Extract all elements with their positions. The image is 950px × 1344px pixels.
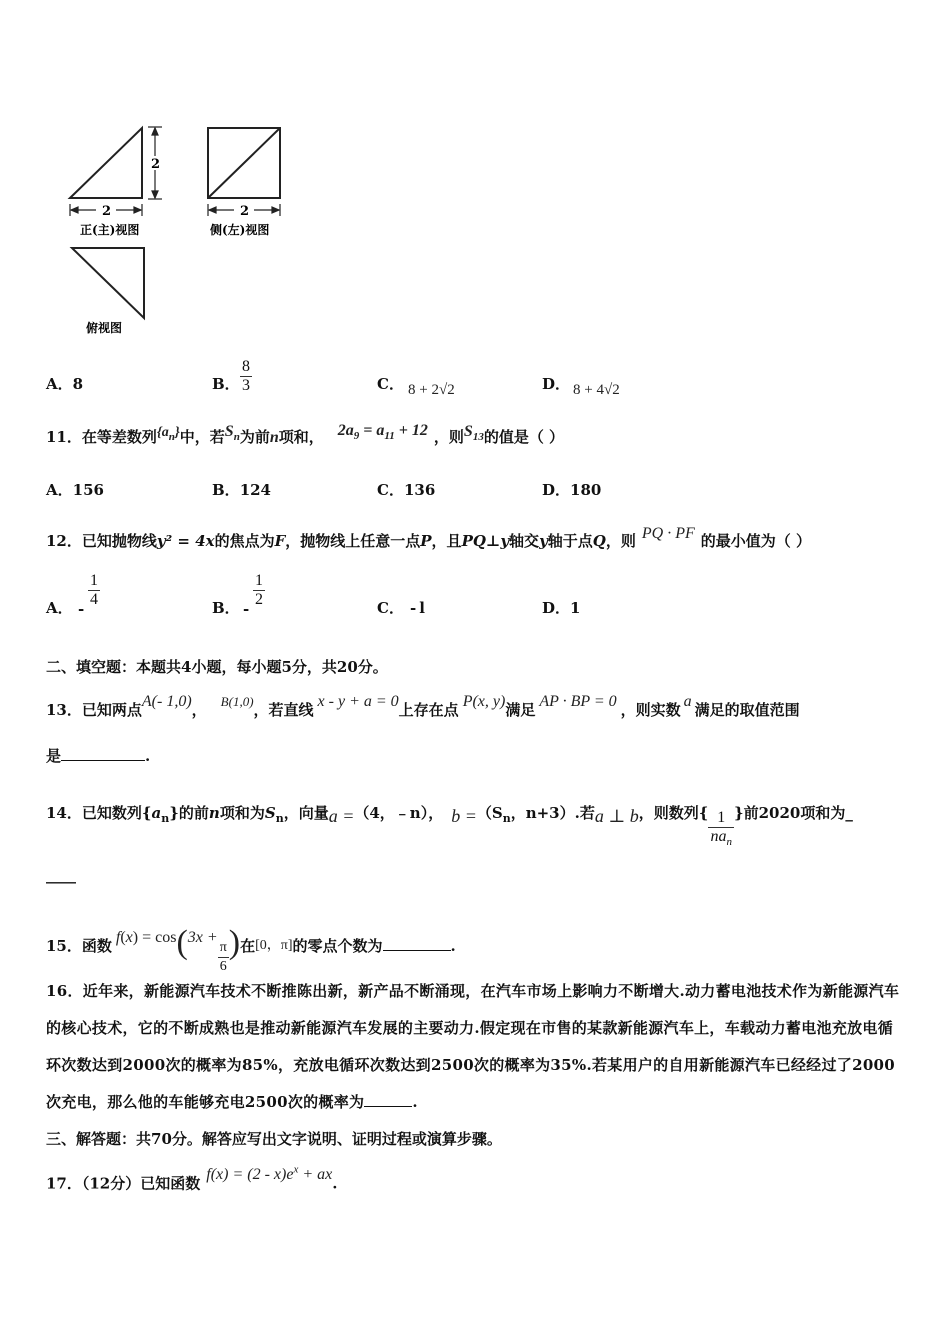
q12-option-a-fraction: $\frac{1}{4}$ xyxy=(90,572,98,608)
three-view-figure xyxy=(60,118,290,340)
q10-option-a: A．8 xyxy=(46,375,84,393)
q17-stem: 17．（12分）已知函数 $f(x) = (2 - x)e^x$ + ax. xyxy=(46,1164,338,1193)
section-2-heading: 二、填空题：本题共4小题，每小题5分，共20分。 xyxy=(46,658,388,676)
q12-stem: 12．已知抛物线y² = 4x的焦点为F，抛物线上任意一点P，且PQ⊥y轴交y轴于点Q，则 PQ · PF 的最小值为（ ） xyxy=(46,525,811,550)
q12-option-b-sign: - xyxy=(243,600,250,618)
side-view xyxy=(208,128,280,198)
q14-stem: 14．已知数列$\{a_n\}$的前n项和为$S_n$，向量a =（4，﹣n）， $b =(S_n$，n+3）.若a ⊥ b，则数列{ $\frac{1}{na_n}$ }前2020项和为_ xyxy=(46,802,853,851)
q17-function: $f(x) = (2 - x)e^x$ + ax xyxy=(206,1164,333,1184)
q13-stem-line2: 是 . xyxy=(46,747,151,765)
front-width-label: 2 xyxy=(102,204,112,219)
front-view xyxy=(70,128,142,198)
q12-option-b-letter: B． xyxy=(212,599,240,617)
q10-option-d-letter: D． xyxy=(542,375,571,393)
front-height-label: 2 xyxy=(151,157,161,172)
q12-option-b-fraction: $\frac{1}{2}$ xyxy=(255,572,263,608)
q13-stem: 13．已知两点A(- 1,0)， B(1,0)，若直线 x - y + a = 0上存在点 P(x, y)满足 AP · BP = 0 ，则实数 a 满足的取值范围 xyxy=(46,693,800,719)
q12-option-a-letter: A． xyxy=(46,599,73,617)
section-3-heading: 三、解答题：共70分。解答应写出文字说明、证明过程或演算步骤。 xyxy=(46,1130,502,1148)
q11-seq: $\{a_n\}$ xyxy=(156,425,180,443)
q12-option-d: D．1 xyxy=(542,599,581,617)
q10-option-c-value: 8 + 2√2 xyxy=(408,382,455,398)
q16-answer-blank[interactable] xyxy=(364,1106,412,1107)
q12-option-a-sign: - xyxy=(78,600,85,618)
q10-option-c-letter: C． xyxy=(377,375,404,393)
q14-fraction: $\frac{1}{na_n}$ xyxy=(708,809,734,851)
q12-option-c: C． - l xyxy=(377,599,425,617)
side-view-caption: 侧(左)视图 xyxy=(210,223,270,237)
q11-stem: 11．在等差数列$\{a_n\}$中，若$S_n$为前n项和， $2a_9 = a_{11} + 12$ ，则$S_{13}$的值是（ ） xyxy=(46,422,565,446)
q10-option-b-fraction: $\frac{8}{3}$ xyxy=(242,358,250,394)
q14-answer-blank[interactable]: ____ xyxy=(46,866,76,884)
q11-equation: $2a_9 = a_{11} + 12$ xyxy=(337,422,428,443)
q15-function: f(x) = cos xyxy=(115,929,177,946)
q10-option-b-letter: B． xyxy=(212,375,240,393)
top-view-caption: 俯视图 xyxy=(86,321,123,335)
q12-dot-product: PQ · PF xyxy=(641,525,695,542)
front-view-caption: 正(主)视图 xyxy=(80,223,140,237)
q15-stem: 15．函数 f(x) = cos(3x + $\frac{\pi}{6}$ )在[0，π]的零点个数为 . xyxy=(46,924,456,974)
side-width-label: 2 xyxy=(240,204,250,219)
q15-answer-blank[interactable] xyxy=(383,950,451,951)
top-view xyxy=(72,248,144,318)
q13-answer-blank[interactable] xyxy=(61,760,145,761)
q11-option-b: B．124 xyxy=(212,481,271,499)
q16-stem: 16．近年来，新能源汽车技术不断推陈出新，新产品不断涌现，在汽车市场上影响力不断增大.动力蓄电池技术作为新能源汽车的核心技术，它的不断成熟也是推动新能源汽车发展的主要动力.假定现在市售的某款新能源汽车上，车载动力蓄电池充放电循环次数达到2000次的概率为85%，充放电循环次数达到2500次的概率为35%.若某用户的自用新能源汽车已经经过了2000次充电，那么他的车能够充电2500次的概率为 . xyxy=(46,982,900,1111)
q11-option-a: A．156 xyxy=(46,481,104,499)
q10-option-d-value: 8 + 4√2 xyxy=(573,382,620,398)
q11-option-d: D．180 xyxy=(542,481,602,499)
q11-option-c: C．136 xyxy=(377,481,436,499)
